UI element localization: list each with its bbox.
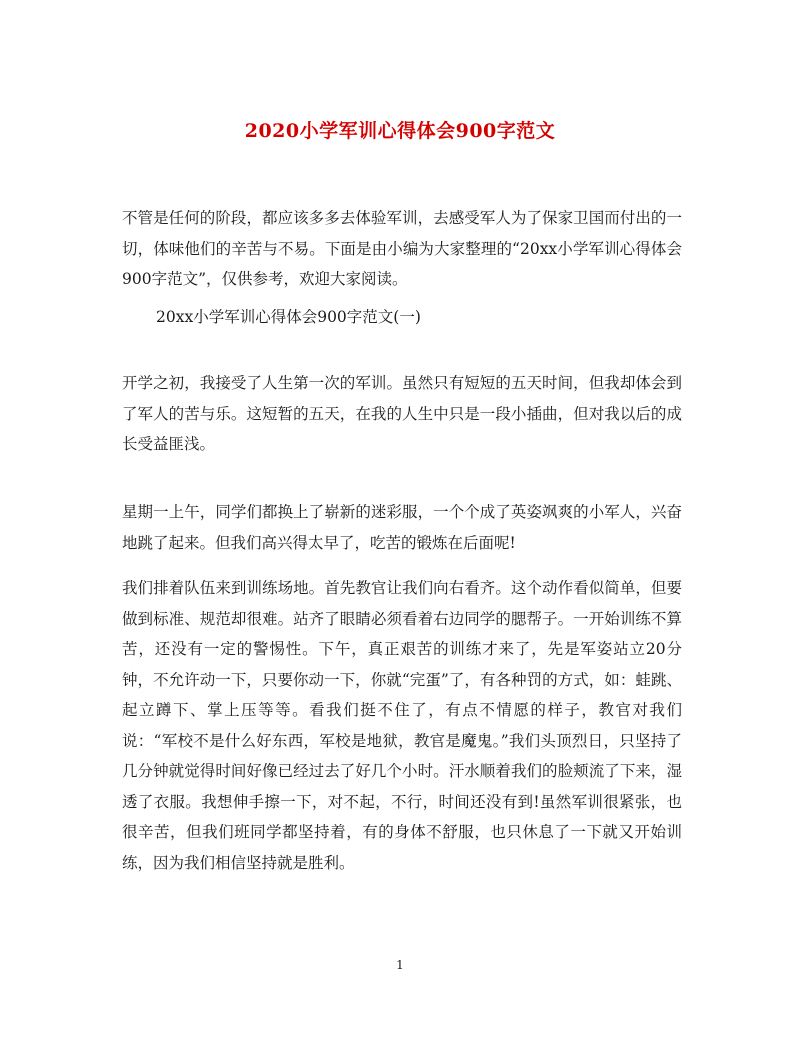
document-title: 2020小学军训心得体会900字范文 bbox=[244, 120, 556, 142]
section-subheading: 20xx小学军训心得体会900字范文(一) bbox=[156, 308, 421, 326]
body-paragraph-3: 我们排着队伍来到训练场地。首先教官让我们向右看齐。这个动作看似简单，但要做到标准、规范却很难。站齐了眼睛必须看着右边同学的腮帮子。一开始训练不算苦，还没有一定的警惕性。下午，真正艰苦的训练才来了，先是军姿站立20分钟，不允许动一下，只要你动一下，你就“完蛋”了，有各种罚的方式，如：蛙跳、起立蹲下、掌上压等等。看我们挺不住了，有点不情愿的样子，教官对我们说：“军校不是什么好东西，军校是地狱，教官是魔鬼。”我们头顶烈日，只坚持了几分钟就觉得时间好像已经过去了好几个小时。汗水顺着我们的脸颊流了下来，湿透了衣服。我想伸手擦一下，对不起，不行，时间还没有到!虽然军训很紧张，也很辛苦，但我们班同学都坚持着，有的身体不舒服，也只休息了一下就又开始训练，因为我们相信坚持就是胜利。 bbox=[122, 579, 682, 872]
intro-paragraph: 不管是任何的阶段，都应该多多去体验军训，去感受军人为了保家卫国而付出的一切，体味他们的辛苦与不易。下面是由小编为大家整理的“20xx小学军训心得体会900字范文”，仅供参考，欢迎大家阅读。 bbox=[122, 209, 682, 288]
page-number: 1 bbox=[396, 958, 404, 972]
body-paragraph-1: 开学之初，我接受了人生第一次的军训。虽然只有短短的五天时间，但我却体会到了军人的苦与乐。这短暂的五天，在我的人生中只是一段小插曲，但对我以后的成长受益匪浅。 bbox=[122, 374, 682, 453]
body-paragraph-2: 星期一上午，同学们都换上了崭新的迷彩服，一个个成了英姿飒爽的小军人，兴奋地跳了起来。但我们高兴得太早了，吃苦的锻炼在后面呢! bbox=[122, 503, 682, 552]
